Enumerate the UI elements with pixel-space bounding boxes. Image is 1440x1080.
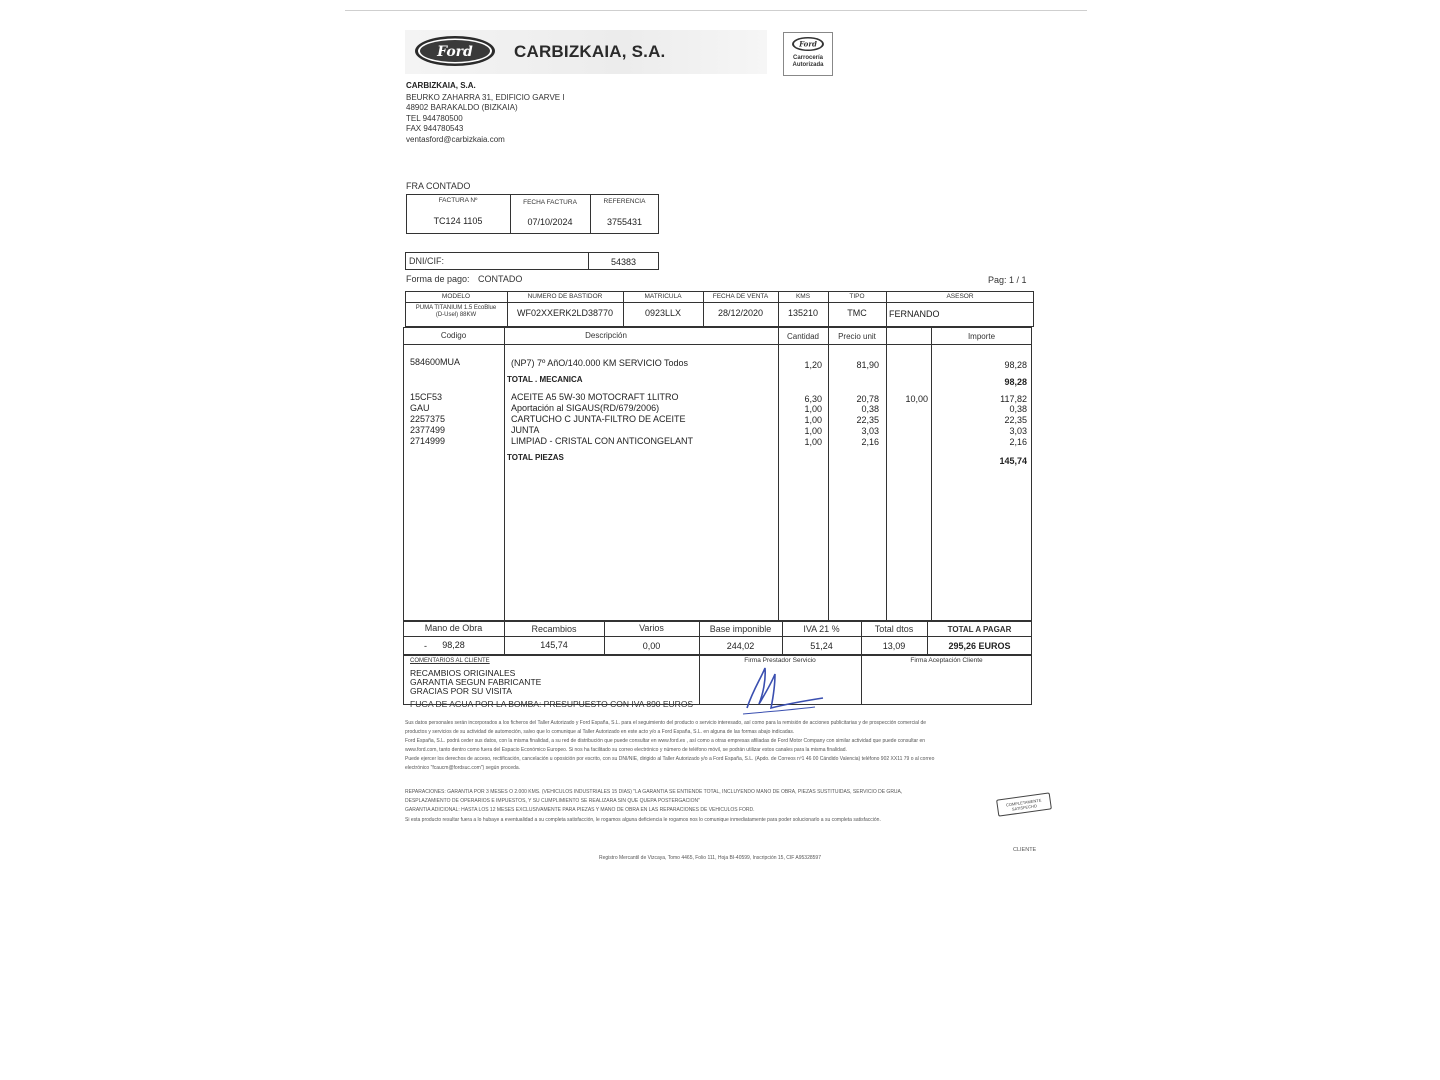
vehicle-modelo-2: (D-Usel) 88KW (435, 312, 477, 318)
address-company: CARBIZKAIA, S.A. (406, 81, 476, 90)
total-piezas-value: 145,74 (999, 456, 1027, 466)
vehicle-header-matricula: MATRICULA (644, 293, 682, 300)
comments-label: COMENTARIOS AL CLIENTE (410, 658, 490, 664)
fecha-label: FECHA FACTURA (523, 199, 577, 206)
totals-header-mano-obra: Mano de Obra (424, 623, 483, 633)
invoice-type: FRA CONTADO (406, 181, 471, 191)
totals-iva: 51,24 (810, 641, 833, 651)
totals-header-dtos: Total dtos (874, 624, 914, 634)
legal-line-2: productos y servicios de su actividad de automoción, salvo que lo comunique al Taller Autorizado en este acto y/o a Ford España, S.L. en alguna de las formas abajo indicadas. (405, 729, 795, 735)
authorized-bodyshop-badge (783, 32, 833, 76)
vehicle-fecha-venta: 28/12/2020 (717, 308, 764, 318)
vehicle-modelo-1: PUMA TITANIUM 1.5 EcoBlue (415, 305, 497, 311)
address-email: ventasford@carbizkaia.com (406, 135, 505, 144)
part-importe: 117,82 (1000, 394, 1027, 404)
part-cantidad: 1,00 (804, 415, 822, 425)
vehicle-header-tipo: TIPO (849, 293, 865, 300)
forma-pago-label: Forma de pago: (406, 274, 470, 284)
totals-total: 295,26 EUROS (948, 641, 1011, 651)
part-cantidad: 1,00 (804, 404, 822, 414)
address-street: BEURKO ZAHARRA 31, EDIFICIO GARVE I (406, 93, 565, 102)
part-desc: LIMPIAD - CRISTAL CON ANTICONGELANT (511, 436, 694, 446)
logo-text: Ford (437, 44, 473, 60)
address-tel: TEL 944780500 (406, 114, 463, 123)
totals-dtos: 13,09 (882, 641, 906, 651)
totals-header-recambios: Recambios (531, 624, 577, 634)
part-importe: 22,35 (1004, 415, 1027, 425)
ford-badge-icon (791, 36, 825, 52)
line-codigo: 584600MUA (410, 357, 461, 367)
total-piezas-label: TOTAL PIEZAS (507, 453, 564, 462)
part-dto: 10,00 (905, 394, 928, 404)
part-importe: 2,16 (1009, 437, 1027, 447)
satisfaction-stamp: COMPLETAMENTE SATISFECHO (996, 792, 1052, 816)
part-codigo: GAU (410, 403, 430, 413)
part-precio: 2,16 (861, 437, 879, 447)
factura-date: 07/10/2024 (527, 217, 573, 227)
part-desc: ACEITE A5 5W-30 MOTOCRAFT 1LITRO (511, 392, 679, 402)
part-codigo: 15CF53 (410, 392, 443, 402)
part-desc: CARTUCHO C JUNTA-FILTRO DE ACEITE (511, 414, 686, 424)
part-precio: 20,78 (856, 394, 879, 404)
totals-mano-obra: 98,28 (442, 640, 465, 650)
firma-cliente-label: Firma Aceptación Cliente (910, 657, 983, 664)
col-codigo: Codigo (440, 331, 467, 340)
copy-label: CLIENTE (1013, 847, 1037, 853)
totals-header-iva: IVA 21 % (803, 624, 840, 634)
vehicle-header-kms: KMS (795, 293, 811, 300)
totals-recambios: 145,74 (540, 640, 568, 650)
vehicle-header-bastidor: NUMERO DE BASTIDOR (527, 293, 603, 300)
vehicle-bastidor: WF02XXERK2LD38770 (516, 308, 614, 318)
vehicle-tipo: TMC (847, 308, 867, 318)
part-importe: 3,03 (1009, 426, 1027, 436)
badge-line-2: Autorizada (792, 62, 824, 68)
factura-reference: 3755431 (606, 217, 643, 227)
totals-base: 244,02 (726, 641, 755, 651)
part-cantidad: 6,30 (804, 394, 822, 404)
warranty-line-1: REPARACIONES: GARANTIA POR 3 MESES O 2.000 KMS. (VEHICULOS INDUSTRIALES 15 DIAS) "LA GARANTIA SE ENTIENDE TOTAL, INCLUYENDO MANO DE OBRA, PIEZAS SUSTITUIDAS, SERVICIO DE GRUA, (405, 789, 903, 795)
vehicle-asesor: FERNANDO (889, 309, 940, 319)
warranty-line-2: DESPLAZAMIENTO DE OPERARIOS E IMPUESTOS, Y SU CUMPLIMIENTO SE REALIZARA SIN QUE QUEPA POSTERGACION" (405, 798, 700, 804)
company-name: CARBIZKAIA, S.A. (514, 42, 666, 61)
ford-logo-icon (413, 34, 497, 68)
legal-line-6: electrónico "fcaucm@fordsuc.com") según proceda. (405, 765, 521, 771)
forma-pago-value: CONTADO (478, 274, 523, 284)
col-importe: Importe (967, 332, 996, 341)
col-descripcion: Descripción (585, 331, 627, 340)
part-cantidad: 1,00 (804, 437, 822, 447)
part-desc: Aportación al SIGAUS(RD/679/2006) (511, 403, 660, 413)
vehicle-header-modelo: MODELO (441, 293, 471, 300)
part-codigo: 2714999 (410, 436, 446, 446)
lines-table (403, 327, 1032, 621)
comment-line-3: GRACIAS POR SU VISITA (410, 686, 512, 696)
line-precio: 81,90 (856, 360, 879, 370)
vehicle-matricula: 0923LLX (644, 308, 682, 318)
address-city: 48902 BARAKALDO (BIZKAIA) (406, 103, 518, 112)
warranty-line-4: Si esta producto resultar fuera a lo hubaye a eventualidad a su completa satisfacción, le rogamos alguna deficiencia le rogamos nos lo comunique inmediatamente para poder solucionarlo a su completa satisfacción. (405, 817, 881, 823)
line-cantidad: 1,20 (804, 360, 822, 370)
totals-varios: 0,00 (642, 641, 661, 651)
part-codigo: 2377499 (410, 425, 446, 435)
address-fax: FAX 944780543 (406, 124, 464, 133)
badge-brand: Ford (799, 39, 817, 49)
legal-line-1: Sus datos personales serán incorporados a los ficheros del Taller Autorizado y Ford España, S.L. para el seguimiento del producto o servicio interesado, así como para la remisión de acciones publicitarias y de prospección comercial de (405, 720, 927, 726)
vehicle-kms: 135210 (787, 308, 819, 318)
legal-line-5: Puede ejercer los derechos de acceso, rectificación, cancelación u oposición por escrito, con su DNI/NIE, dirigido al Taller Autorizado y/o a Ford España, S.L. (Apdo. de Correos nº1 46 00 Cándido Valencia) teléfono 902 XX11 79 o al correo (405, 756, 935, 762)
totals-header-base: Base imponible (709, 624, 772, 634)
part-precio: 0,38 (861, 404, 879, 414)
part-codigo: 2257375 (410, 414, 446, 424)
badge-label (784, 55, 832, 69)
totals-header-total: TOTAL A PAGAR (947, 625, 1012, 634)
col-precio: Precio unit (838, 332, 876, 341)
totals-dash: - (424, 641, 427, 651)
warranty-line-3: GARANTIA ADICIONAL: HASTA LOS 12 MESES EXCLUSIVAMENTE PARA PIEZAS Y MANO DE OBRA EN LAS REPARACIONES DE VEHICULOS FORD. (405, 807, 755, 813)
scan-top-edge (345, 10, 1087, 11)
part-precio: 22,35 (856, 415, 879, 425)
legal-line-3: Ford España, S.L. podrá ceder sus datos, con la misma finalidad, a su red de distribución que puede consultar en www.ford.es , así como a otras empresas afiliadas de Ford Motor Company con similar actividad que puede consultar en (405, 738, 925, 744)
comment-line-1: RECAMBIOS ORIGINALES (410, 668, 516, 678)
totals-header-varios: Varios (639, 623, 664, 633)
part-importe: 0,38 (1009, 404, 1027, 414)
total-mecanica-value: 98,28 (1004, 377, 1027, 387)
total-mecanica-label: TOTAL . MECANICA (507, 375, 583, 384)
part-cantidad: 1,00 (804, 426, 822, 436)
factura-label: FACTURA Nº (438, 197, 478, 204)
comment-struck: FUGA DE AGUA POR LA BOMBA: PRESUPUESTO CON IVA 890 EUROS (410, 699, 694, 709)
comment-line-2: GARANTIA SEGUN FABRICANTE (410, 677, 542, 687)
vehicle-header-fecha-venta: FECHA DE VENTA (712, 293, 769, 300)
line-desc: (NP7) 7º AñO/140.000 KM SERVICIO Todos (511, 358, 689, 368)
col-cantidad: Cantidad (786, 332, 820, 341)
vehicle-header-asesor: ASESOR (946, 293, 974, 300)
registro-mercantil: Registro Mercantil de Vizcaya, Tomo 4465, Folio 111, Hoja BI-40599, Inscripción 15, CIF A95328597 (599, 855, 821, 861)
factura-number: TC124 1105 (433, 216, 483, 226)
dni-value: 54383 (610, 257, 637, 267)
dni-label: DNI/CIF: (409, 256, 444, 266)
line-importe: 98,28 (1004, 360, 1027, 370)
firma-prestador-label: Firma Prestador Servicio (744, 657, 816, 664)
comments-lines (410, 669, 541, 696)
part-precio: 3,03 (861, 426, 879, 436)
referencia-label: REFERENCIA (603, 198, 646, 205)
part-desc: JUNTA (511, 425, 540, 435)
badge-line-1: Carrocería (792, 55, 824, 61)
page-indicator: Pag: 1 / 1 (988, 275, 1027, 285)
legal-line-4: www.ford.com, tanto dentro como fuera del Espacio Económico Europeo. Si nos ha facilitado su correo electrónico y número de teléfono móvil, se podrán utilizar estos canales para la misma finalidad. (405, 747, 847, 753)
signature-icon (735, 660, 830, 718)
